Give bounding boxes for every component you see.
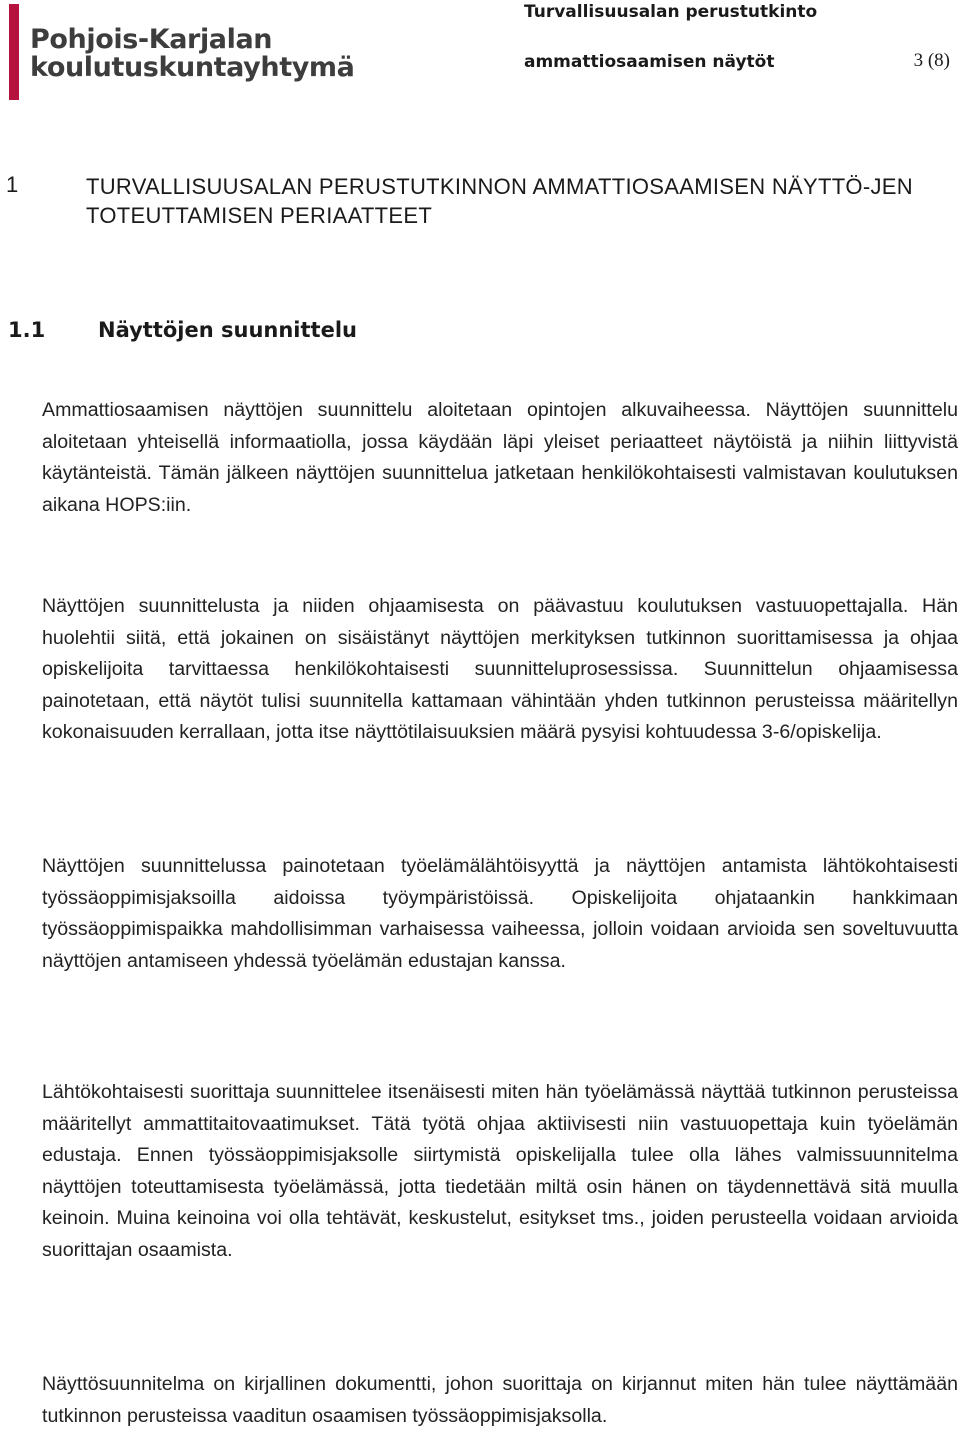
logo-bar <box>9 4 19 100</box>
document-title: Turvallisuusalan perustutkinto <box>524 2 818 22</box>
paragraph-5: Näyttösuunnitelma on kirjallinen dokumentti, johon suorittaja on kirjannut miten hän tulee näyttämään tutkinnon perusteissa vaaditun osaamisen työssäoppimisjaksolla. <box>42 1373 958 1427</box>
logo-text-line1: Pohjois-Karjalan <box>30 24 273 55</box>
heading2-text: Näyttöjen suunnittelu <box>98 318 357 342</box>
heading1-number: 1 <box>6 172 19 197</box>
paragraph-4: Lähtökohtaisesti suorittaja suunnittelee itsenäisesti miten hän työelämässä näyttää tutkinnon perusteissa määritellyt ammattitaitovaatimukset. Tätä työtä ohjaa aktiivisesti niin vastuuopettaja kuin työelämän edustaja. Ennen työssäoppimisjaksolle siirtymistä opiskelijalla tulee olla lähes valmissuunnitelma näyttöjen toteuttamisesta työelämässä, jotta tiedetään miltä osin hänen on täydennettävä sitä muulla keinoin. Muina keinoina voi olla tehtävät, keskustelut, esitykset tms., joiden perusteella voidaan arvioida suorittajan osaamista. <box>42 1081 958 1261</box>
paragraph-1: Ammattiosaamisen näyttöjen suunnittelu aloitetaan opintojen alkuvaiheessa. Näyttöjen suunnittelu aloitetaan yhteisellä informaatiolla, jossa käydään läpi yleiset periaatteet näytöistä ja niihin liittyvistä käytänteistä. Tämän jälkeen näyttöjen suunnittelua jatketaan henkilökohtaisesti valmistavan koulutuksen aikana HOPS:iin. <box>42 399 958 516</box>
heading1-text: TURVALLISUUSALAN PERUSTUTKINNON AMMATTIOSAAMISEN NÄYTTÖ-JEN TOTEUTTAMISEN PERIAATTEET <box>86 174 913 228</box>
document-subtitle: ammattiosaamisen näytöt <box>524 52 775 72</box>
paragraph-3: Näyttöjen suunnittelussa painotetaan työelämälähtöisyyttä ja näyttöjen antamista lähtökohtaisesti työssäoppimisjaksoilla aidoissa työympäristöissä. Opiskelijoita ohjataankin hankkimaan työssäoppimispaikka mahdollisimman varhaisessa vaiheessa, jolloin voidaan arvioida sen soveltuvuutta näyttöjen antamiseen yhdessä työelämän edustajan kanssa. <box>42 855 958 972</box>
page-number: 3 (8) <box>913 50 950 71</box>
paragraph-2: Näyttöjen suunnittelusta ja niiden ohjaamisesta on päävastuu koulutuksen vastuuopettajalla. Hän huolehtii siitä, että jokainen on sisäistänyt näyttöjen merkityksen tutkinnon suorittamisessa ja ohjaa opiskelijoita tarvittaessa henkilökohtaisesti suunnitteluprosessissa. Suunnittelun ohjaamisessa painotetaan, että näytöt tulisi suunnitella kattamaan vähintään yhden tutkinnon perusteissa määritellyn kokonaisuuden kerrallaan, jotta itse näyttötilaisuuksien määrä pysyisi kohtuudessa 3-6/opiskelija. <box>42 595 958 743</box>
logo-text-line2: koulutuskuntayhtymä <box>30 52 355 83</box>
heading2-number: 1.1 <box>8 318 46 342</box>
